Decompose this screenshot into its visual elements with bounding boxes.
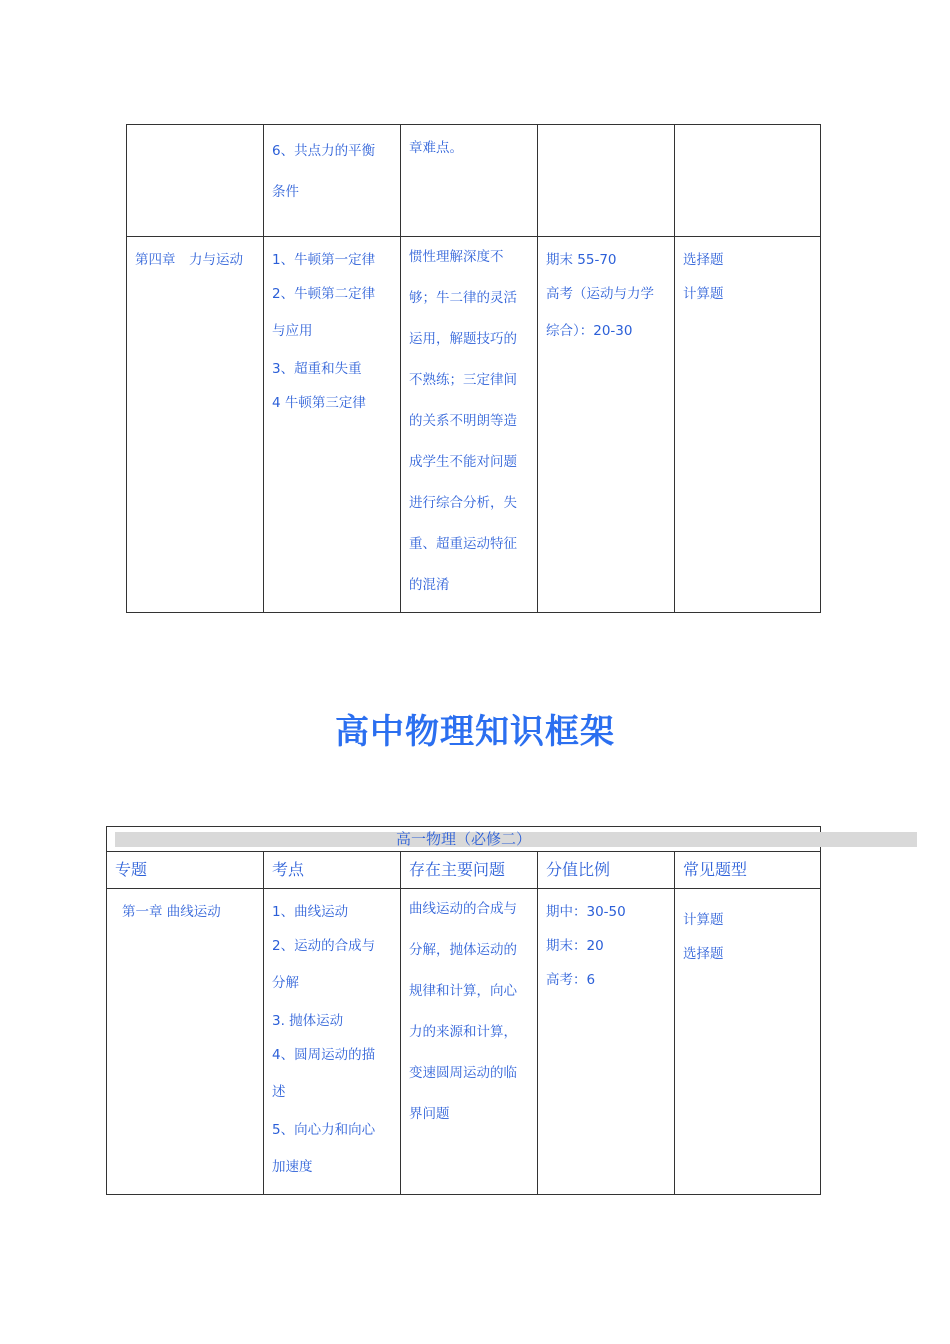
table-header-cell (107, 827, 821, 852)
problem-line: 规律和计算，向心 (409, 983, 517, 999)
problem-line: 的混淆 (409, 577, 450, 593)
problem-line: 分解，抛体运动的 (409, 942, 517, 958)
point-line: 2、牛顿第二定律 (272, 286, 376, 302)
types-cell (675, 237, 821, 613)
score-line: 期末 55-70 (546, 252, 617, 268)
point-line: 2、运动的合成与 (272, 938, 376, 954)
type-line: 计算题 (683, 912, 724, 928)
column-header-topic: 专题 (107, 852, 264, 889)
point-line: 3、超重和失重 (272, 361, 362, 377)
score-line: 高考（运动与力学 (546, 286, 654, 302)
table-row (127, 237, 821, 613)
scores-cell (538, 237, 675, 613)
point-line: 1、曲线运动 (272, 904, 349, 920)
score-line: 综合）：20-30 (546, 323, 633, 339)
problem-line: 变速圆周运动的临 (409, 1065, 517, 1081)
point-line: 条件 (272, 184, 299, 200)
point-line: 述 (272, 1084, 286, 1100)
column-header-points: 考点 (264, 852, 401, 889)
point-line: 3. 抛体运动 (272, 1013, 344, 1029)
problems-cell (401, 889, 538, 1195)
chapter-cell (127, 125, 264, 237)
problem-line: 惯性理解深度不 (409, 249, 504, 265)
column-header-scores: 分值比例 (538, 852, 675, 889)
problem-line: 力的来源和计算， (409, 1024, 517, 1040)
table-row (107, 889, 821, 1195)
score-line: 高考：6 (546, 972, 596, 988)
chapter-label: 第一章 曲线运动 (122, 904, 221, 920)
column-header-row (107, 852, 821, 889)
score-line: 期中：30-50 (546, 904, 626, 920)
points-cell (264, 125, 401, 237)
table-header-title: 高一物理（必修二） (396, 830, 532, 848)
type-line: 计算题 (683, 286, 724, 302)
column-header-types: 常见题型 (675, 852, 821, 889)
problem-line: 够；牛二律的灵活 (409, 290, 517, 306)
problem-line: 的关系不明朗等造 (409, 413, 517, 429)
problem-line: 不熟练；三定律间 (409, 372, 517, 388)
problem-line: 成学生不能对问题 (409, 454, 517, 470)
column-header-problems: 存在主要问题 (401, 852, 538, 889)
points-cell (264, 237, 401, 613)
point-line: 4、圆周运动的描 (272, 1047, 376, 1063)
knowledge-table-continued (126, 124, 821, 613)
scores-cell (538, 889, 675, 1195)
point-line: 6、共点力的平衡 (272, 143, 376, 159)
type-line: 选择题 (683, 252, 724, 268)
point-line: 1、牛顿第一定律 (272, 252, 376, 268)
table-row (127, 125, 821, 237)
point-line: 加速度 (272, 1159, 313, 1175)
page-title: 高中物理知识框架 (335, 712, 615, 752)
scores-cell (538, 125, 675, 237)
problems-cell (401, 237, 538, 613)
points-cell (264, 889, 401, 1195)
problem-line: 章难点。 (409, 140, 463, 156)
point-line: 分解 (272, 975, 299, 991)
knowledge-table-compulsory-2 (106, 826, 821, 1195)
types-cell (675, 125, 821, 237)
types-cell (675, 889, 821, 1195)
chapter-label: 第四章 力与运动 (135, 252, 243, 268)
problem-line: 曲线运动的合成与 (409, 901, 517, 917)
problem-line: 重、超重运动特征 (409, 536, 517, 552)
table-header-row (107, 827, 821, 852)
score-line: 期末：20 (546, 938, 604, 954)
point-line: 5、向心力和向心 (272, 1122, 376, 1138)
problems-cell (401, 125, 538, 237)
point-line: 与应用 (272, 323, 313, 339)
chapter-cell (127, 237, 264, 613)
problem-line: 进行综合分析，失 (409, 495, 517, 511)
type-line: 选择题 (683, 946, 724, 962)
point-line: 4 牛顿第三定律 (272, 395, 366, 411)
problem-line: 运用，解题技巧的 (409, 331, 517, 347)
problem-line: 界问题 (409, 1106, 450, 1122)
chapter-cell (107, 889, 264, 1195)
